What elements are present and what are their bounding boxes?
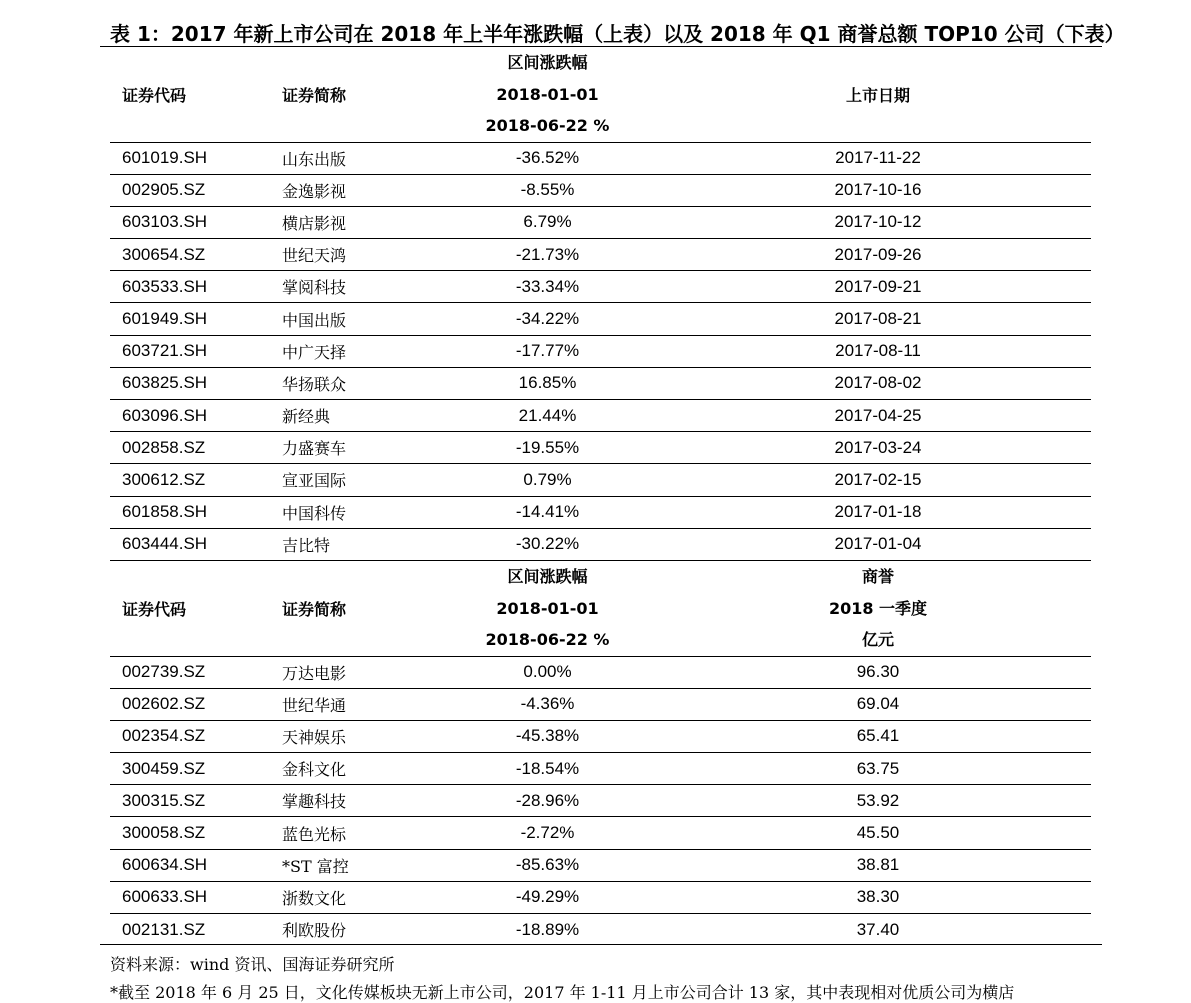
header-name: 证券简称 bbox=[270, 47, 430, 142]
header-goodwill-line3: 亿元 bbox=[861, 630, 894, 649]
header-change-line2: 2018-01-01 bbox=[496, 598, 599, 618]
cell-change: -28.96% bbox=[430, 785, 665, 817]
cell-goodwill: 38.30 bbox=[665, 881, 1091, 913]
header-change-line3: 2018-06-22 % bbox=[485, 630, 610, 649]
cell-change: -19.55% bbox=[430, 432, 665, 464]
table-row bbox=[110, 206, 1091, 238]
header-change bbox=[430, 561, 665, 656]
cell-code: 603444.SH bbox=[110, 528, 270, 560]
cell-date: 2017-02-15 bbox=[665, 464, 1091, 496]
cell-goodwill: 65.41 bbox=[665, 720, 1091, 752]
cell-code: 601858.SH bbox=[110, 496, 270, 528]
header-goodwill-line2: 2018 一季度 bbox=[828, 598, 928, 618]
cell-goodwill: 69.04 bbox=[665, 688, 1091, 720]
cell-change: 0.00% bbox=[430, 656, 665, 688]
cell-name: 中广天择 bbox=[270, 335, 430, 367]
cell-name: 新经典 bbox=[270, 400, 430, 432]
page-title: 表 1：2017 年新上市公司在 2018 年上半年涨跌幅（上表）以及 2018 年 Q1 商誉总额 TOP10 公司（下表） bbox=[110, 22, 1125, 46]
cell-date: 2017-09-21 bbox=[665, 271, 1091, 303]
cell-date: 2017-01-04 bbox=[665, 528, 1091, 560]
cell-change: -49.29% bbox=[430, 881, 665, 913]
header-change-line3: 2018-06-22 % bbox=[485, 116, 610, 135]
cell-code: 300459.SZ bbox=[110, 753, 270, 785]
cell-name: 浙数文化 bbox=[270, 881, 430, 913]
table-row bbox=[110, 785, 1091, 817]
cell-date: 2017-11-22 bbox=[665, 142, 1091, 174]
cell-name: 蓝色光标 bbox=[270, 817, 430, 849]
cell-change: 16.85% bbox=[430, 367, 665, 399]
table-row bbox=[110, 432, 1091, 464]
cell-name: 山东出版 bbox=[270, 142, 430, 174]
cell-name: 世纪华通 bbox=[270, 688, 430, 720]
footnote: *截至 2018 年 6 月 25 日，文化传媒板块无新上市公司，2017 年 1-11 月上市公司合计 13 家，其中表现相对优质公司为横店 bbox=[110, 983, 1015, 1002]
cell-change: -8.55% bbox=[430, 174, 665, 206]
cell-goodwill: 96.30 bbox=[665, 656, 1091, 688]
header-listing-date: 上市日期 bbox=[665, 47, 1091, 142]
cell-goodwill: 38.81 bbox=[665, 849, 1091, 881]
table-row bbox=[110, 464, 1091, 496]
cell-code: 601949.SH bbox=[110, 303, 270, 335]
table-row bbox=[110, 496, 1091, 528]
header-goodwill-line1: 商誉 bbox=[861, 567, 894, 586]
table-row bbox=[110, 688, 1091, 720]
table-goodwill-top10 bbox=[110, 561, 1091, 946]
cell-date: 2017-10-12 bbox=[665, 206, 1091, 238]
cell-date: 2017-01-18 bbox=[665, 496, 1091, 528]
header-code: 证券代码 bbox=[110, 561, 270, 656]
cell-change: -36.52% bbox=[430, 142, 665, 174]
table-new-listings bbox=[110, 47, 1091, 561]
cell-date: 2017-09-26 bbox=[665, 239, 1091, 271]
cell-change: -21.73% bbox=[430, 239, 665, 271]
header-change bbox=[430, 47, 665, 142]
cell-date: 2017-08-11 bbox=[665, 335, 1091, 367]
cell-change: 6.79% bbox=[430, 206, 665, 238]
table-row bbox=[110, 174, 1091, 206]
cell-name: 掌趣科技 bbox=[270, 785, 430, 817]
cell-code: 002905.SZ bbox=[110, 174, 270, 206]
header-goodwill bbox=[665, 561, 1091, 656]
cell-name: 中国科传 bbox=[270, 496, 430, 528]
table-row bbox=[110, 753, 1091, 785]
table-row bbox=[110, 335, 1091, 367]
table-row bbox=[110, 142, 1091, 174]
cell-date: 2017-04-25 bbox=[665, 400, 1091, 432]
cell-change: 0.79% bbox=[430, 464, 665, 496]
header-change-line1: 区间涨跌幅 bbox=[507, 53, 588, 72]
cell-code: 600633.SH bbox=[110, 881, 270, 913]
table-row bbox=[110, 400, 1091, 432]
cell-name: 力盛赛车 bbox=[270, 432, 430, 464]
cell-date: 2017-08-02 bbox=[665, 367, 1091, 399]
cell-goodwill: 45.50 bbox=[665, 817, 1091, 849]
cell-change: -34.22% bbox=[430, 303, 665, 335]
cell-code: 601019.SH bbox=[110, 142, 270, 174]
cell-name: 天神娱乐 bbox=[270, 720, 430, 752]
cell-change: -17.77% bbox=[430, 335, 665, 367]
cell-code: 603096.SH bbox=[110, 400, 270, 432]
cell-change: 21.44% bbox=[430, 400, 665, 432]
cell-change: -30.22% bbox=[430, 528, 665, 560]
table-row bbox=[110, 881, 1091, 913]
cell-goodwill: 37.40 bbox=[856, 919, 900, 939]
table-row bbox=[110, 849, 1091, 881]
cell-code: 002739.SZ bbox=[110, 656, 270, 688]
cell-date: 2017-03-24 bbox=[665, 432, 1091, 464]
bottom-rule bbox=[100, 944, 1102, 945]
table-header-row bbox=[110, 561, 1091, 656]
cell-change: -18.89% bbox=[515, 919, 580, 939]
table-row bbox=[110, 271, 1091, 303]
cell-code: 603533.SH bbox=[110, 271, 270, 303]
cell-code: 002602.SZ bbox=[110, 688, 270, 720]
cell-name: 掌阅科技 bbox=[270, 271, 430, 303]
cell-code: 300612.SZ bbox=[110, 464, 270, 496]
cell-code: 603103.SH bbox=[110, 206, 270, 238]
header-name: 证券简称 bbox=[270, 561, 430, 656]
cell-name: 世纪天鸿 bbox=[270, 239, 430, 271]
header-change-line2: 2018-01-01 bbox=[496, 84, 599, 104]
cell-name: 金逸影视 bbox=[270, 174, 430, 206]
cell-code: 300654.SZ bbox=[110, 239, 270, 271]
cell-code: 002858.SZ bbox=[110, 432, 270, 464]
table-row bbox=[110, 720, 1091, 752]
table-row bbox=[110, 528, 1091, 560]
cell-goodwill: 53.92 bbox=[665, 785, 1091, 817]
cell-code: 600634.SH bbox=[110, 849, 270, 881]
cell-name: 金科文化 bbox=[270, 753, 430, 785]
cell-name: 利欧股份 bbox=[282, 921, 347, 941]
table-row bbox=[110, 914, 1091, 946]
header-change-line1: 区间涨跌幅 bbox=[507, 567, 588, 586]
cell-name: 华扬联众 bbox=[270, 367, 430, 399]
cell-date: 2017-10-16 bbox=[665, 174, 1091, 206]
table-row bbox=[110, 817, 1091, 849]
cell-change: -85.63% bbox=[430, 849, 665, 881]
cell-code: 603825.SH bbox=[110, 367, 270, 399]
cell-name: 中国出版 bbox=[270, 303, 430, 335]
cell-code: 300315.SZ bbox=[110, 785, 270, 817]
header-code: 证券代码 bbox=[110, 47, 270, 142]
cell-change: -18.54% bbox=[430, 753, 665, 785]
cell-name: 横店影视 bbox=[270, 206, 430, 238]
cell-name: 吉比特 bbox=[270, 528, 430, 560]
cell-change: -45.38% bbox=[430, 720, 665, 752]
cell-name: *ST 富控 bbox=[270, 849, 430, 881]
cell-change: -4.36% bbox=[430, 688, 665, 720]
cell-code: 002354.SZ bbox=[110, 720, 270, 752]
cell-change: -2.72% bbox=[430, 817, 665, 849]
table-row bbox=[110, 239, 1091, 271]
cell-change: -14.41% bbox=[430, 496, 665, 528]
cell-code: 603721.SH bbox=[110, 335, 270, 367]
table-row bbox=[110, 303, 1091, 335]
table-header-row bbox=[110, 47, 1091, 142]
cell-name: 万达电影 bbox=[270, 656, 430, 688]
cell-name: 宣亚国际 bbox=[270, 464, 430, 496]
table-row bbox=[110, 367, 1091, 399]
cell-date: 2017-08-21 bbox=[665, 303, 1091, 335]
cell-code: 300058.SZ bbox=[110, 817, 270, 849]
cell-goodwill: 63.75 bbox=[665, 753, 1091, 785]
source-note: 资料来源：wind 资讯、国海证券研究所 bbox=[110, 955, 395, 974]
table-row bbox=[110, 656, 1091, 688]
cell-code: 002131.SZ bbox=[122, 919, 206, 939]
cell-change: -33.34% bbox=[430, 271, 665, 303]
